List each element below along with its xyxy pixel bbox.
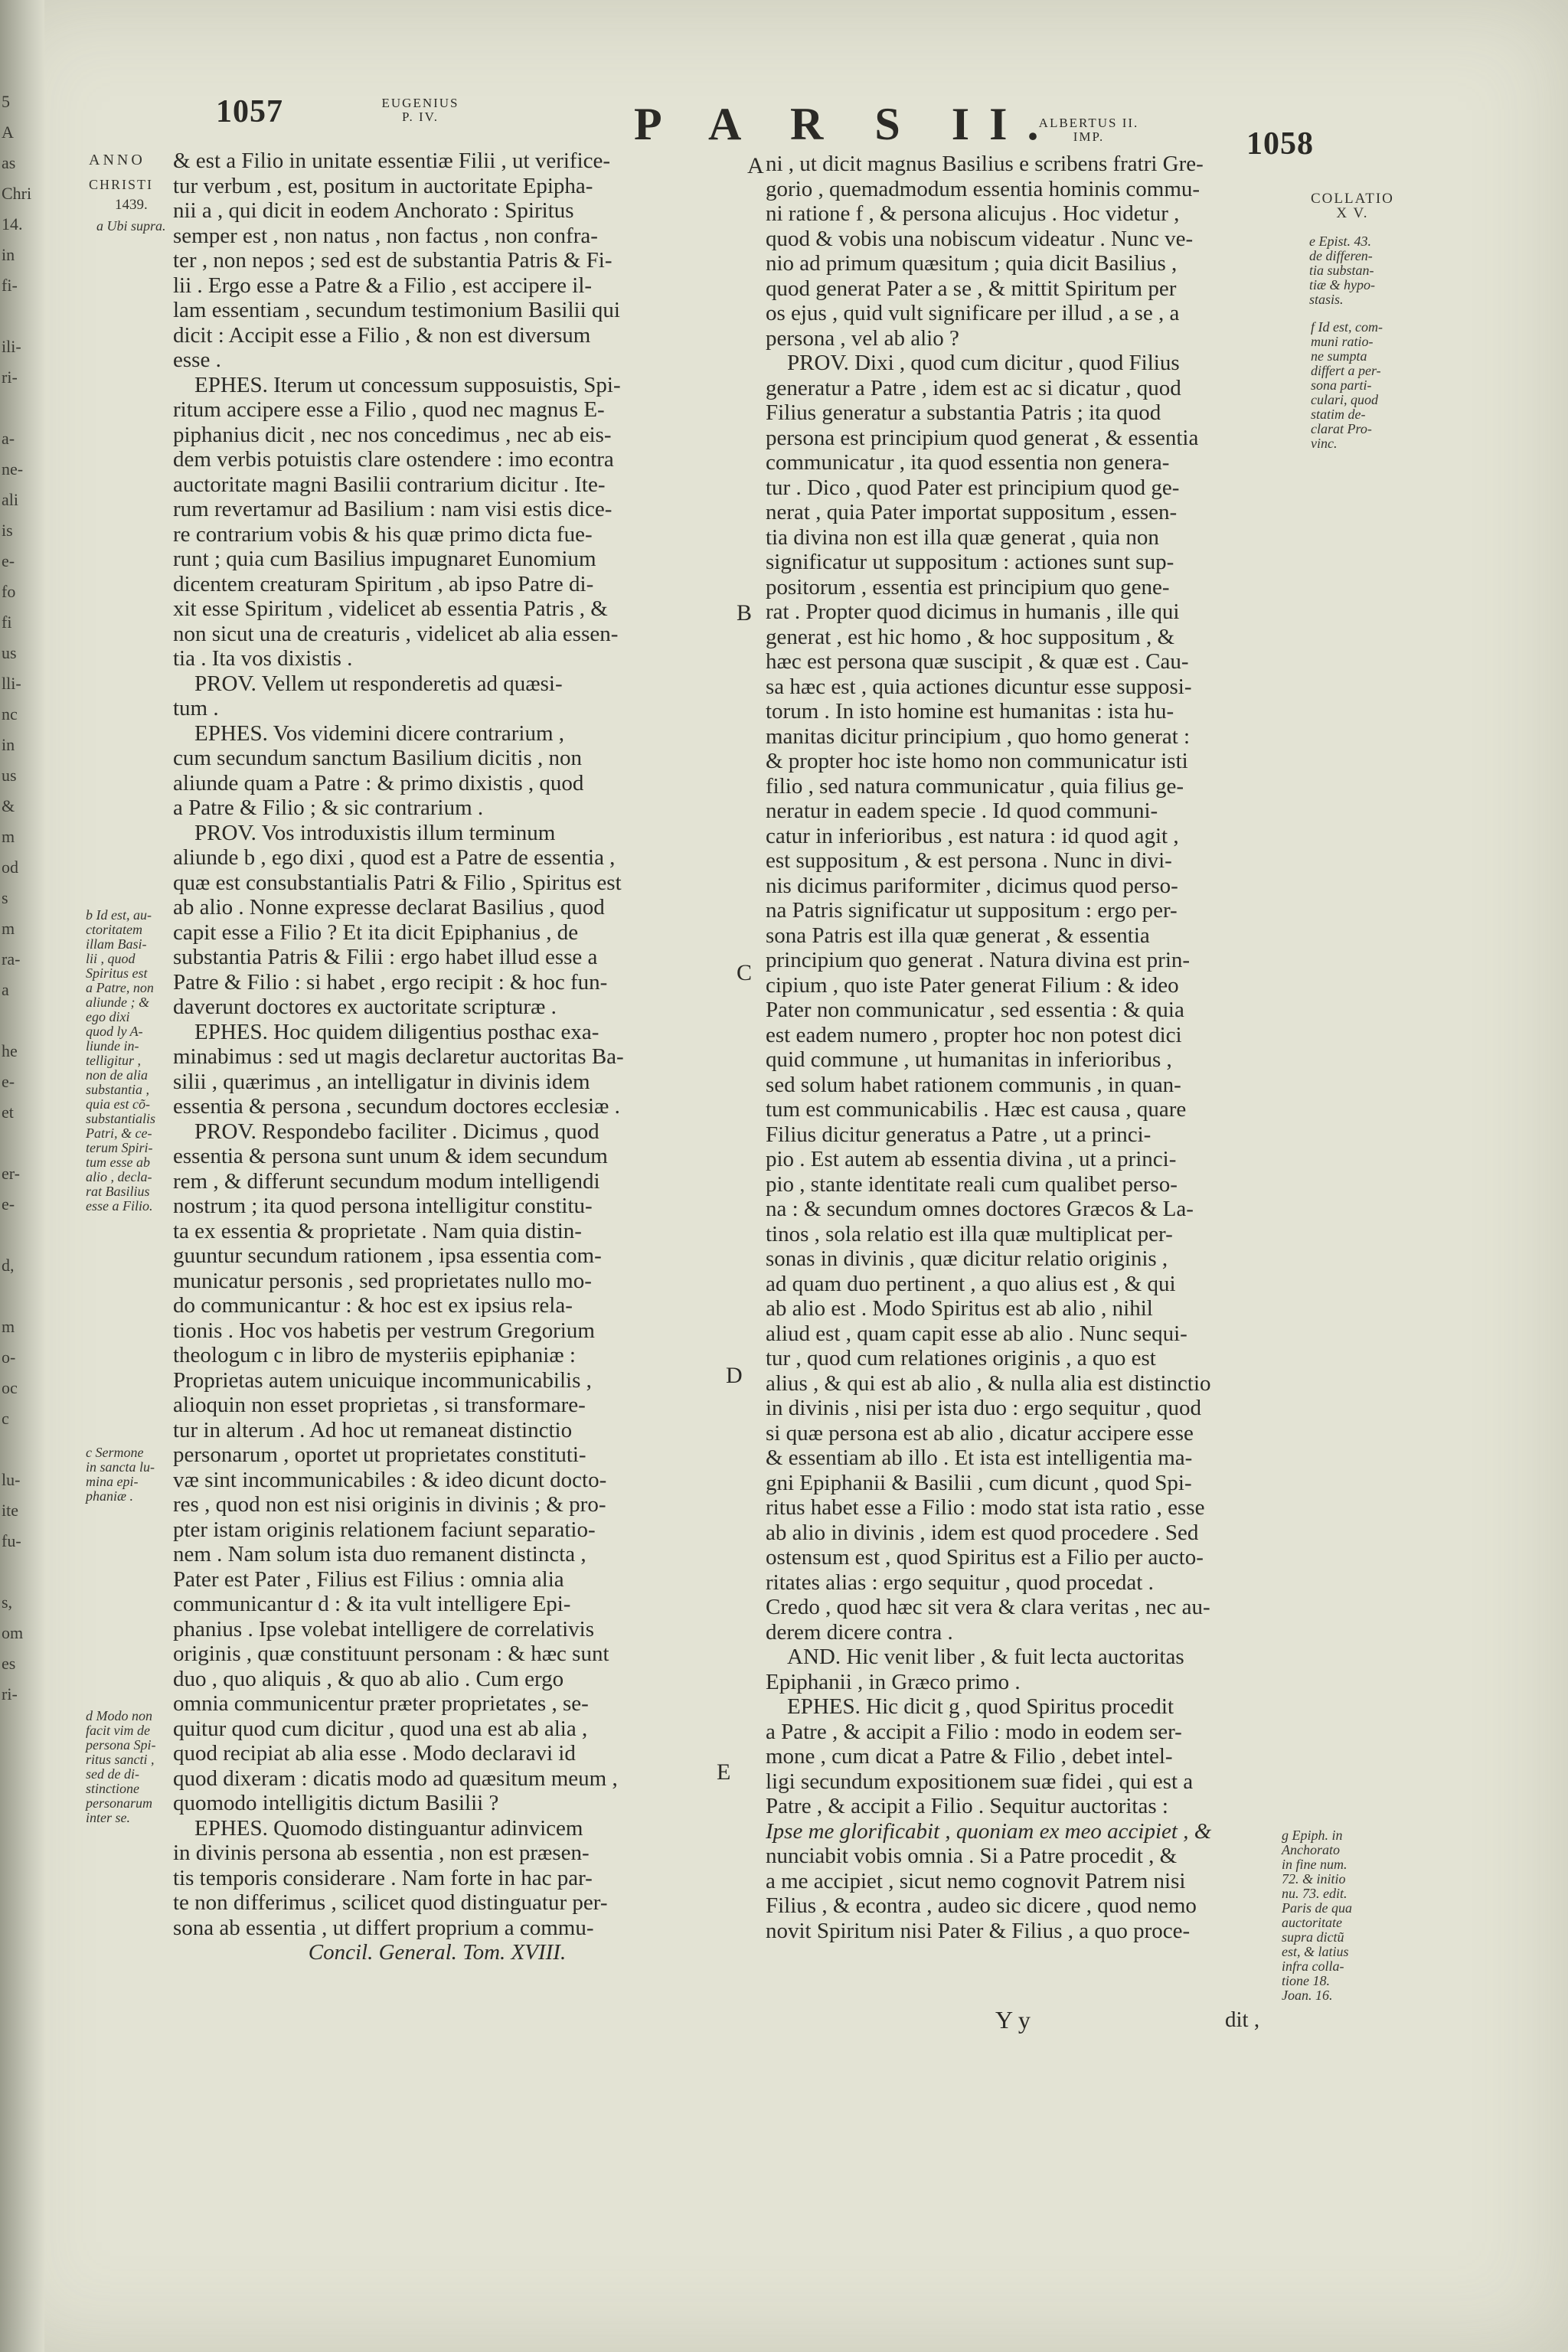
gutter-fragment: & <box>2 796 15 815</box>
margin-note-line: personarum <box>86 1795 153 1811</box>
text-line: ligi secundum expositionem suæ fidei , qui est a <box>766 1769 1194 1794</box>
margin-note-line: g Epiph. in <box>1282 1828 1343 1843</box>
section-letter-a: A <box>747 153 764 178</box>
text-line: tinos , sola relatio est illa quæ multiplicat per- <box>766 1221 1173 1246</box>
running-head-left-line1: EUGENIUS <box>381 96 459 110</box>
text-line: ab alio . Nonne expresse declarat Basilius , quod <box>173 895 605 920</box>
margin-note-line: muni ratio- <box>1311 334 1374 349</box>
running-head-left <box>378 96 462 124</box>
margin-note-line: vinc. <box>1311 436 1338 451</box>
text-line: & propter hoc iste homo non communicatur isti <box>766 749 1188 773</box>
text-line: ta ex essentia & proprietate . Nam quia distin- <box>173 1218 582 1243</box>
text-line: in divinis , nisi per ista duo : ergo sequitur , quod <box>766 1396 1201 1420</box>
margin-note-line: est, & latius <box>1282 1944 1349 1959</box>
margin-note-line: supra dictũ <box>1282 1929 1344 1945</box>
text-line: substantia Patris & Filii : ergo habet illud esse a <box>173 945 598 969</box>
gutter-fragment: et <box>2 1102 14 1122</box>
text-line: communicatur , ita quod essentia non genera- <box>766 450 1170 475</box>
text-line: significatur ut suppositum : actiones sunt sup- <box>766 550 1174 574</box>
text-line: torum . In isto homine est humanitas : ista hu- <box>766 699 1174 724</box>
text-line: ostensum est , quod Spiritus est a Filio per aucto- <box>766 1545 1204 1570</box>
text-line: filio , sed natura communicatur , quia filius ge- <box>766 773 1184 799</box>
text-line: quomodo intelligitis dictum Basilii ? <box>173 1791 499 1815</box>
text-line: tur . Dico , quod Pater est principium quod ge- <box>766 475 1180 500</box>
gutter-fragment: e- <box>2 551 15 570</box>
text-line: derem dicere contra . <box>766 1619 953 1645</box>
margin-note-line: Spiritus est <box>86 965 148 981</box>
gutter-fragment: fo <box>2 582 16 601</box>
text-line: tia divina non est illa quæ generat , quia non <box>766 524 1159 550</box>
gutter-fragment: lli- <box>2 674 21 693</box>
text-line: quæ est consubstantialis Patri & Filio , Spiritus est <box>173 870 622 895</box>
text-line: tum . <box>173 696 219 720</box>
text-line: persona , vel ab alio ? <box>766 325 959 351</box>
text-line: ritates alias : ergo sequitur , quod procedat . <box>766 1570 1154 1595</box>
text-line: rem , & differunt secundum modum intelligendi <box>173 1168 600 1194</box>
gutter-fragment: s <box>2 888 8 907</box>
margin-note-line: sed de di- <box>86 1766 139 1782</box>
page-number-left: 1057 <box>216 94 283 129</box>
margin-note-line: quod ly A- <box>86 1024 143 1039</box>
running-head-right-line1: ALBERTUS II. <box>1038 116 1139 130</box>
text-line: ab alio in divinis , idem est quod procedere . Sed <box>766 1520 1199 1545</box>
gutter-fragment: Chri <box>2 184 32 203</box>
margin-note-line: e Epist. 43. <box>1309 234 1371 249</box>
text-line: aliunde b , ego dixi , quod est a Patre de essentia , <box>173 845 616 870</box>
text-line: tum est communicabilis . Hæc est causa , quare <box>766 1097 1187 1122</box>
gutter-fragment: d, <box>2 1256 15 1275</box>
text-line: EPHES. Iterum ut concessum supposuistis, Spi- <box>194 372 621 397</box>
text-line: Epiphanii , in Græco primo . <box>766 1669 1021 1694</box>
text-line: pio . Est autem ab essentia divina , ut a princi- <box>766 1147 1177 1171</box>
text-line: PROV. Vos introduxistis illum terminum <box>194 820 556 845</box>
gutter-fragment: a <box>2 980 9 999</box>
text-line: EPHES. Quomodo distinguantur adinvicem <box>194 1815 583 1841</box>
text-line: ab alio est . Modo Spiritus est ab alio , nihil <box>766 1296 1153 1321</box>
text-line: non sicut una de creaturis , videlicet ab alia essen- <box>173 621 619 646</box>
gutter-fragment: us <box>2 766 17 785</box>
margin-note-line: statim de- <box>1311 407 1366 422</box>
text-line: væ sint incommunicabiles : & ideo dicunt docto- <box>173 1467 607 1492</box>
text-line: quitur quod cum dicitur , quod una est ab alia , <box>173 1716 588 1741</box>
text-line: aliunde quam a Patre : & primo dixistis , quod <box>173 770 584 795</box>
catchword: dit , <box>1225 2007 1260 2032</box>
margin-note-line: Anchorato <box>1282 1842 1340 1857</box>
margin-note-line: 72. & initio <box>1282 1871 1346 1886</box>
text-line: dicit : Accipit esse a Filio , & non est diversum <box>173 322 591 348</box>
margin-note-g <box>1282 1828 1352 2003</box>
text-line: hæc est persona quæ suscipit , & quæ est . Cau- <box>766 649 1189 674</box>
text-line: nio ad primum quæsitum ; quia dicit Basilius , <box>766 251 1178 276</box>
gutter-fragment: ne- <box>2 459 24 479</box>
text-line: quid commune , ut humanitas in inferioribus , <box>766 1047 1172 1072</box>
gutter-fragment: m <box>2 919 15 938</box>
gutter-fragment: e- <box>2 1072 15 1091</box>
text-line: na Patris significatur ut suppositum : ergo per- <box>766 898 1178 923</box>
text-line: nii a , qui dicit in eodem Anchorato : Spiritus <box>173 198 574 223</box>
text-line: neratur in eadem specie . Id quod communi- <box>766 799 1158 823</box>
text-line: Proprietas autem unicuique incommunicabilis , <box>173 1367 592 1393</box>
text-line: Filius , & econtra , audeo sic dicere , quod nemo <box>766 1893 1197 1918</box>
margin-note-line: phaniæ . <box>86 1488 134 1504</box>
text-line: aliud est , quam capit esse ab alio . Nunc sequi- <box>766 1321 1187 1346</box>
margin-christi: CHRISTI <box>89 177 154 192</box>
gutter-fragment: fi <box>2 612 12 632</box>
text-line: personarum , oportet ut proprietates constituti- <box>173 1442 586 1467</box>
text-line: piphanius dicit , nec nos concedimus , nec ab eis- <box>173 422 612 447</box>
text-line: in divinis persona ab essentia , non est præsen- <box>173 1841 590 1865</box>
text-line: generat , est hic homo , & hoc suppositum , & <box>766 624 1175 649</box>
facing-page-gutter <box>0 0 44 2352</box>
text-line: dicentem creaturam Spiritum , ab ipso Patre di- <box>173 571 594 596</box>
text-line: Concil. General. Tom. XVIII. <box>308 1940 567 1965</box>
margin-note-line: quia est cõ- <box>86 1096 150 1112</box>
text-line: municatur personis , sed proprietates nullo mo- <box>173 1268 592 1293</box>
margin-note-line: persona Spi- <box>86 1737 156 1753</box>
text-line: daverunt doctores ex auctoritate scripturæ . <box>173 995 557 1019</box>
text-line: te non differimus , scilicet quod distinguatur per- <box>173 1890 608 1915</box>
gutter-fragment: in <box>2 735 15 754</box>
gutter-fragment: s, <box>2 1592 13 1612</box>
margin-note-b <box>86 908 155 1214</box>
text-line: EPHES. Hoc quidem diligentius posthac exa- <box>194 1019 599 1044</box>
margin-note-line: substantialis <box>86 1111 156 1126</box>
gutter-fragment: 5 <box>2 92 10 111</box>
text-line: a Patre & Filio ; & sic contrarium . <box>173 795 484 820</box>
text-line: gorio , quemadmodum essentia hominis commu- <box>766 176 1200 201</box>
margin-note-line: tiæ & hypo- <box>1309 277 1375 292</box>
text-line: quod dixeram : dicatis modo ad quæsitum meum , <box>173 1766 618 1791</box>
text-line: manitas dicitur principium , quo homo generat : <box>766 724 1191 749</box>
text-line: os ejus , quid vult significare per illud , a se , a <box>766 301 1180 325</box>
text-line: alius , & qui est ab alio , & nulla alia est distinctio <box>766 1370 1211 1396</box>
text-line: sed solum habet rationem communis , in quan- <box>766 1072 1181 1097</box>
text-line: catur in inferioribus , est natura : id quod agit , <box>766 823 1179 848</box>
gutter-fragment: is <box>2 521 13 540</box>
text-line: est suppositum , & est persona . Nunc in divi- <box>766 848 1172 873</box>
margin-note-line: auctoritate <box>1282 1915 1342 1930</box>
text-line: theologum c in libro de mysteriis epiphaniæ : <box>173 1343 576 1367</box>
text-line: si quæ persona est ab alio , dicatur accipere esse <box>766 1420 1194 1446</box>
margin-note-line: f Id est, com- <box>1311 319 1383 335</box>
margin-note-f <box>1311 320 1383 451</box>
page-title: P A R S II. <box>634 99 1059 149</box>
margin-note-line: tum esse ab <box>86 1155 150 1170</box>
margin-note-line: aliunde ; & <box>86 995 149 1010</box>
gutter-fragment: od <box>2 858 18 877</box>
gutter-fragment: oc <box>2 1378 18 1397</box>
text-line: persona est principium quod generat , & essentia <box>766 425 1199 450</box>
text-line: semper est , non natus , non factus , non confra- <box>173 223 598 248</box>
text-line: rum revertamur ad Basilium : nam visi estis dice- <box>173 497 612 521</box>
text-line: rat . Propter quod dicimus in humanis , ille qui <box>766 599 1180 624</box>
text-line: ni , ut dicit magnus Basilius e scribens fratri Gre- <box>766 152 1204 176</box>
text-line: nostrum ; ita quod persona intelligitur constitu- <box>173 1194 593 1218</box>
margin-note-line: ne sumpta <box>1311 348 1367 364</box>
text-line: tur verbum , est, positum in auctoritate Epipha- <box>173 173 593 198</box>
text-line: Patre & Filio : si habet , ergo recipit : & hoc fun- <box>173 969 608 995</box>
text-line: Filius generatur a substantia Patris ; ita quod <box>766 400 1161 425</box>
margin-note-line: terum Spiri- <box>86 1140 153 1155</box>
text-line: tionis . Hoc vos habetis per vestrum Gregorium <box>173 1318 595 1343</box>
right-column-text <box>766 152 1276 1943</box>
margin-note-c <box>86 1446 155 1504</box>
text-line: PROV. Respondebo faciliter . Dicimus , quod <box>194 1119 599 1144</box>
text-line: pio , stante identitate reali cum qualibet perso- <box>766 1171 1178 1197</box>
text-line: lam essentiam , secundum testimonium Basilii qui <box>173 298 620 322</box>
margin-note-line: b Id est, au- <box>86 907 152 923</box>
text-line: cipium , quo iste Pater generat Filium : & ideo <box>766 972 1179 998</box>
text-line: dem verbis potuistis clare ostendere : imo econtra <box>173 447 614 472</box>
gutter-fragment: ra- <box>2 949 21 969</box>
text-line: generatur a Patre , idem est ac si dicatur , quod <box>766 375 1181 400</box>
text-line: communicantur d : & ita vult intelligere Epi- <box>173 1592 571 1616</box>
margin-note-line: rat Basilius <box>86 1184 150 1199</box>
margin-note-line: Paris de qua <box>1282 1900 1352 1916</box>
gutter-fragment: a- <box>2 429 15 448</box>
margin-note-line: culari, quod <box>1311 392 1378 407</box>
margin-note-line: in sancta lu- <box>86 1459 155 1475</box>
text-line: ritum accipere esse a Filio , quod nec magnus E- <box>173 397 605 422</box>
gutter-fragment: om <box>2 1623 24 1642</box>
text-line: nunciabit vobis omnia . Si a Patre procedit , & <box>766 1844 1178 1868</box>
text-line: quod recipiat ab alia esse . Modo declaravi id <box>173 1741 576 1766</box>
gutter-fragment: 14. <box>2 214 23 234</box>
text-line: a Patre , & accipit a Filio : modo in eodem ser- <box>766 1719 1182 1744</box>
text-line: gni Epiphanii & Basilii , cum dicunt , quod Spi- <box>766 1470 1192 1495</box>
margin-note-line: in fine num. <box>1282 1857 1348 1872</box>
running-head-right <box>1027 116 1150 144</box>
section-letter-c: C <box>737 960 753 985</box>
text-line: runt ; quia cum Basilius impugnaret Eunomium <box>173 547 596 571</box>
text-line: sona Patris est illa quæ generat , & essentia <box>766 923 1150 948</box>
margin-note-line: sona parti- <box>1311 377 1372 393</box>
text-line: sonas in divinis , quæ dicitur relatio originis , <box>766 1246 1168 1271</box>
text-line: ritus habet esse a Filio : modo stat ista ratio , esse <box>766 1495 1205 1520</box>
text-line: AND. Hic venit liber , & fuit lecta auctoritas <box>787 1645 1184 1669</box>
text-line: EPHES. Vos videmini dicere contrarium , <box>194 720 565 746</box>
text-line: & est a Filio in unitate essentiæ Filii , ut verifice- <box>173 149 611 173</box>
margin-note-line: tione 18. <box>1282 1973 1330 1988</box>
text-line: xit esse Spiritum , videlicet ab essentia Patris , & <box>173 596 608 621</box>
text-line: pter istam originis relationem faciunt separatio- <box>173 1517 596 1542</box>
text-line: alioquin non esset proprietas , si transformare- <box>173 1393 586 1417</box>
margin-note-a: a Ubi supra. <box>96 218 166 234</box>
signature-mark: Y y <box>995 2006 1031 2034</box>
text-line: mone , cum dicat a Patre & Filio , debet intel- <box>766 1744 1173 1769</box>
margin-note-line: X V. <box>1336 205 1369 221</box>
text-line: Patre , & accipit a Filio . Sequitur auctoritas : <box>766 1794 1168 1818</box>
text-line: nerat , quia Pater importat suppositum , essen- <box>766 500 1178 524</box>
gutter-fragment: m <box>2 1317 15 1336</box>
gutter-fragment: ri- <box>2 368 18 387</box>
text-line: tia . Ita vos dixistis . <box>173 646 353 671</box>
text-line: lii . Ergo esse a Patre & a Filio , est accipere il- <box>173 273 593 298</box>
margin-note-line: liunde in- <box>86 1038 139 1054</box>
text-line: nem . Nam solum ista duo remanent distincta , <box>173 1542 586 1566</box>
margin-note-line: d Modo non <box>86 1708 152 1723</box>
margin-note-line: a Patre, non <box>86 980 154 995</box>
gutter-fragment: us <box>2 643 17 662</box>
gutter-fragment: in <box>2 245 15 264</box>
text-line: PROV. Vellem ut responderetis ad quæsi- <box>194 671 563 696</box>
margin-note-line: tia substan- <box>1309 263 1374 278</box>
gutter-fragment: er- <box>2 1164 20 1183</box>
margin-anno: ANNO <box>89 152 145 168</box>
gutter-fragment: ali <box>2 490 18 509</box>
gutter-fragment: o- <box>2 1348 16 1367</box>
text-line: a me accipiet , sicut nemo cognovit Patrem nisi <box>766 1868 1186 1893</box>
gutter-fragment: he <box>2 1041 18 1060</box>
margin-note-line: facit vim de <box>86 1723 150 1738</box>
text-line: re contrarium vobis & his quæ primo dicta fue- <box>173 521 593 547</box>
running-head-right-line2: IMP. <box>1073 129 1105 144</box>
text-line: Filius dicitur generatus a Patre , ut a princi- <box>766 1122 1152 1147</box>
gutter-fragment: ili- <box>2 337 21 356</box>
gutter-fragment: e- <box>2 1194 15 1214</box>
gutter-fragment: ri- <box>2 1684 18 1704</box>
margin-note-line: stasis. <box>1309 292 1344 307</box>
text-line: originis , quæ constituunt personam : & hæc sunt <box>173 1642 609 1666</box>
left-column-text <box>173 149 701 1965</box>
text-line: ad quam duo pertinent , a quo alius est , & qui <box>766 1271 1176 1296</box>
margin-year: 1439. <box>115 197 148 213</box>
text-line: principium quo generat . Natura divina est prin- <box>766 948 1191 972</box>
text-line: nis dicimus pariformiter , dicimus quod perso- <box>766 873 1178 898</box>
gutter-fragment: A <box>2 122 14 142</box>
text-line: omnia communicentur præter proprietates , se- <box>173 1691 589 1716</box>
margin-note-line: differt a per- <box>1311 363 1381 378</box>
margin-note-line: Joan. 16. <box>1282 1988 1333 2003</box>
text-line: guuntur secundum rationem , ipsa essentia com- <box>173 1243 602 1268</box>
margin-note-line: lii , quod <box>86 951 136 966</box>
running-head-left-line2: P. IV. <box>401 109 439 124</box>
margin-note-line: de differen- <box>1309 248 1373 263</box>
text-line: capit esse a Filio ? Et ita dicit Epiphanius , de <box>173 920 579 945</box>
gutter-fragment: lu- <box>2 1470 21 1489</box>
margin-note-line: nu. 73. edit. <box>1282 1886 1348 1901</box>
text-line: essentia & persona sunt unum & idem secundum <box>173 1144 608 1168</box>
text-line: auctoritate magni Basilii contrarium dicitur . Ite- <box>173 472 606 497</box>
gutter-fragment: fi- <box>2 276 18 295</box>
text-line: ter , non nepos ; sed est de substantia Patris & Fi- <box>173 248 612 273</box>
margin-note-d <box>86 1709 156 1825</box>
text-line: phanius . Ipse volebat intelligere de correlativis <box>173 1616 595 1642</box>
gutter-fragment: m <box>2 827 15 846</box>
text-line: res , quod non est nisi originis in divinis ; & pro- <box>173 1492 606 1517</box>
gutter-fragment: fu- <box>2 1531 21 1550</box>
text-line: cum secundum sanctum Basilium dicitis , non <box>173 746 583 770</box>
text-line: minabimus : sed ut magis declaretur auctoritas Ba- <box>173 1044 624 1069</box>
text-line: silii , quærimus , an intelligatur in divinis idem <box>173 1069 590 1094</box>
text-line: quod & vobis una nobiscum videatur . Nunc ve- <box>766 226 1194 251</box>
margin-note-line: c Sermone <box>86 1445 144 1460</box>
text-line: Credo , quod hæc sit vera & clara veritas , nec au- <box>766 1595 1210 1619</box>
margin-note-line: ctoritatem <box>86 922 142 937</box>
margin-note-line: ego dixi <box>86 1009 130 1024</box>
margin-note-line: non de alia <box>86 1067 148 1083</box>
gutter-fragment: es <box>2 1654 16 1673</box>
text-line: essentia & persona , secundum doctores ecclesiæ . <box>173 1094 620 1119</box>
margin-note-line: substantia , <box>86 1082 150 1097</box>
gutter-fragment: as <box>2 153 16 172</box>
section-letter-b: B <box>737 600 753 626</box>
text-line: ni ratione f , & persona alicujus . Hoc videtur , <box>766 201 1180 226</box>
text-line: esse . <box>173 348 221 372</box>
text-line: tur , quod cum relationes originis , a quo est <box>766 1346 1156 1370</box>
text-line: quod generat Pater a se , & mittit Spiritum per <box>766 276 1177 301</box>
section-letter-d: D <box>726 1363 743 1388</box>
text-line: tur in alterum . Ad hoc ut remaneat distinctio <box>173 1417 573 1442</box>
margin-note-line: ritus sancti , <box>86 1752 155 1767</box>
page-number-right: 1058 <box>1246 126 1314 162</box>
text-line: est eadem numero , propter hoc non potest dici <box>766 1022 1182 1047</box>
gutter-fragment: c <box>2 1409 9 1428</box>
text-line: sona ab essentia , ut differt proprium a commu- <box>173 1915 594 1940</box>
text-line: duo , quo aliquis , & quo ab alio . Cum ergo <box>173 1666 564 1691</box>
margin-note-line: alio , decla- <box>86 1169 152 1184</box>
margin-note-line: inter se. <box>86 1810 130 1825</box>
margin-note-line: esse a Filio. <box>86 1198 153 1214</box>
margin-note-line: mina epi- <box>86 1474 139 1489</box>
text-line: na : & secundum omnes doctores Græcos & La- <box>766 1197 1194 1221</box>
gutter-fragment: nc <box>2 704 18 724</box>
text-line: tis temporis considerare . Nam forte in hac par- <box>173 1865 593 1890</box>
text-line: do communicantur : & hoc est ex ipsius rela- <box>173 1293 573 1318</box>
text-line: Pater est Pater , Filius est Filius : omnia alia <box>173 1566 564 1592</box>
margin-note-line: clarat Pro- <box>1311 421 1372 436</box>
margin-note-line: stinctione <box>86 1781 139 1796</box>
margin-note-e <box>1309 234 1375 307</box>
margin-collatio <box>1311 191 1394 220</box>
margin-note-line: COLLATIO <box>1311 191 1394 207</box>
margin-note-line: Patri, & ce- <box>86 1125 152 1141</box>
margin-note-line: telligitur , <box>86 1053 141 1068</box>
text-line: novit Spiritum nisi Pater & Filius , a quo proce- <box>766 1918 1191 1943</box>
margin-note-line: infra colla- <box>1282 1958 1344 1974</box>
text-line: Ipse me glorificabit , quoniam ex meo accipiet , & <box>766 1818 1212 1844</box>
text-line: sa hæc est , quia actiones dicuntur esse supposi- <box>766 674 1192 699</box>
text-line: PROV. Dixi , quod cum dicitur , quod Filius <box>787 351 1180 375</box>
gutter-fragment: ite <box>2 1501 18 1520</box>
text-line: EPHES. Hic dicit g , quod Spiritus procedit <box>787 1694 1174 1719</box>
section-letter-e: E <box>717 1759 731 1785</box>
text-line: & essentiam ab illo . Et ista est intelligentia ma- <box>766 1446 1193 1470</box>
text-line: Pater non communicatur , sed essentia : & quia <box>766 998 1184 1022</box>
text-line: positorum , essentia est principium quo gene- <box>766 574 1170 599</box>
margin-note-line: illam Basi- <box>86 936 147 952</box>
